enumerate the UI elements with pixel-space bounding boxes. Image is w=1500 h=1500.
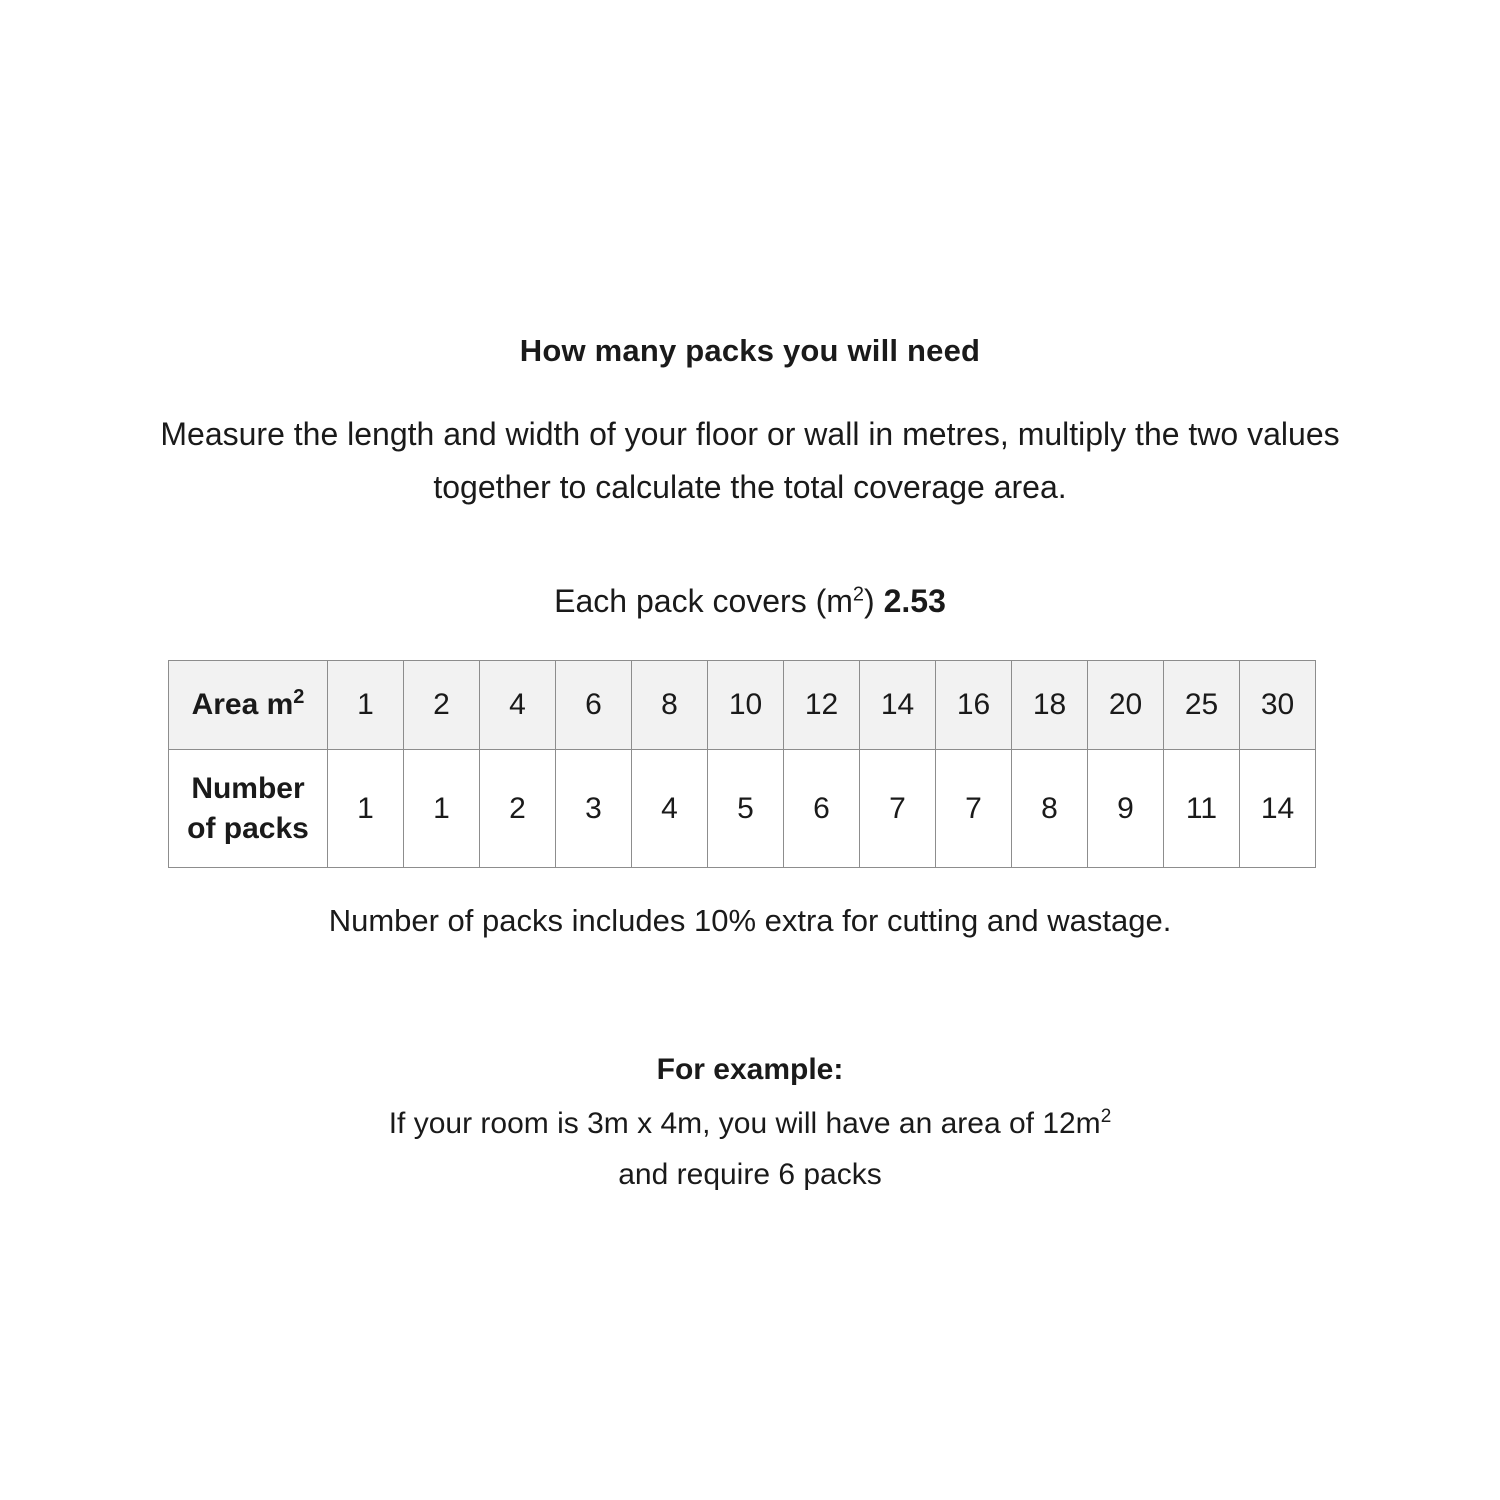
table-cell-area: 20 — [1088, 661, 1164, 750]
table-cell-area: 12 — [784, 661, 860, 750]
coverage-value: 2.53 — [883, 583, 946, 619]
coverage-suffix: ) — [864, 583, 875, 619]
table-cell-packs: 6 — [784, 750, 860, 868]
table-cell-packs: 9 — [1088, 750, 1164, 868]
table-cell-area: 16 — [936, 661, 1012, 750]
table-cell-area: 10 — [708, 661, 784, 750]
table-cell-area: 4 — [480, 661, 556, 750]
table-cell-area: 30 — [1240, 661, 1316, 750]
table-cell-packs: 3 — [556, 750, 632, 868]
table-cell-area: 18 — [1012, 661, 1088, 750]
example-line-1 — [0, 1107, 1500, 1141]
example-line-1-text: If your room is 3m x 4m, you will have an area of 12m — [388, 1107, 1101, 1140]
table-row-packs — [169, 750, 1316, 868]
row-label-packs — [169, 750, 328, 868]
table-cell-area: 2 — [404, 661, 480, 750]
coverage-prefix: Each pack covers (m — [554, 583, 853, 619]
table-cell-packs: 11 — [1164, 750, 1240, 868]
row-label-packs-line1: Number — [191, 771, 305, 805]
table-cell-area: 1 — [328, 661, 404, 750]
table-cell-packs: 2 — [480, 750, 556, 868]
table-cell-packs: 1 — [404, 750, 480, 868]
table-cell-area: 14 — [860, 661, 936, 750]
table-cell-packs: 7 — [936, 750, 1012, 868]
coverage-superscript: 2 — [852, 583, 865, 606]
packs-table-wrap — [168, 660, 1308, 868]
table-cell-packs: 7 — [860, 750, 936, 868]
page-title: How many packs you will need — [519, 333, 981, 368]
wastage-note: Number of packs includes 10% extra for cutting and wastage. — [328, 903, 1172, 938]
row-label-area-text: Area m — [191, 688, 294, 721]
table-row-area — [169, 661, 1316, 750]
row-label-area — [169, 661, 328, 750]
table-cell-packs: 5 — [708, 750, 784, 868]
row-label-packs-line2: of packs — [187, 811, 309, 845]
table-cell-area: 6 — [556, 661, 632, 750]
table-cell-packs: 8 — [1012, 750, 1088, 868]
example-line-1-superscript: 2 — [1100, 1106, 1112, 1127]
table-cell-area: 25 — [1164, 661, 1240, 750]
table-cell-packs: 1 — [328, 750, 404, 868]
packs-table — [168, 660, 1316, 868]
intro-paragraph: Measure the length and width of your floor or wall in metres, multiply the two values together to calculate the total coverage area. — [160, 416, 1340, 505]
table-cell-packs: 14 — [1240, 750, 1316, 868]
table-cell-packs: 4 — [632, 750, 708, 868]
row-label-area-superscript: 2 — [293, 686, 305, 708]
example-heading: For example: — [656, 1053, 844, 1086]
example-line-2: and require 6 packs — [618, 1158, 882, 1191]
coverage-line — [0, 583, 1500, 620]
table-cell-area: 8 — [632, 661, 708, 750]
